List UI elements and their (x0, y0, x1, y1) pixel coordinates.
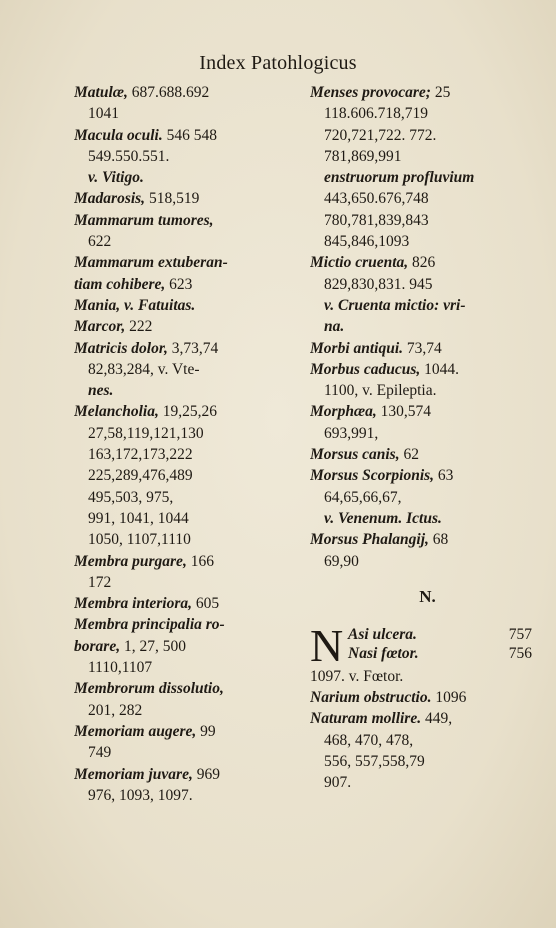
entry-pages: 166 (190, 552, 214, 570)
entry-pages: 449, (424, 710, 453, 728)
entry-term: Marcor, (74, 318, 126, 336)
index-entry (310, 252, 545, 273)
entry-pages: 605 (195, 595, 220, 613)
entry-term: Morsus Phalangij, (310, 531, 429, 549)
entry-term: Naturam mollire. (310, 710, 422, 728)
index-entry (310, 708, 545, 729)
index-entry (310, 423, 545, 444)
index-entry (310, 465, 545, 486)
entry-pages: 1044. (424, 360, 459, 378)
entry-pages: 976, 1093, 1097. (88, 786, 193, 804)
index-entry (74, 721, 299, 742)
entry-term: v. Vitigo. (88, 169, 144, 187)
entry-pages: 781,869,991 (324, 147, 402, 165)
entry-term: Mammarum tumores, (74, 211, 214, 229)
index-entry (310, 551, 545, 572)
entry-pages: 829,830,831. 945 (324, 275, 433, 293)
dropcap-entry (310, 619, 545, 671)
entry-term: Morphæa, (310, 403, 377, 421)
entry-term: Nasi fœtor. (348, 644, 419, 662)
entry-pages: 99 (200, 722, 216, 740)
entry-pages: 62 (403, 446, 419, 464)
entry-term: Matulæ, (74, 84, 128, 101)
index-entry (74, 529, 299, 550)
entry-pages: 780,781,839,843 (324, 211, 429, 229)
index-entry (74, 295, 299, 316)
index-entry (310, 210, 545, 231)
entry-pages: 19,25,26 (162, 403, 217, 421)
index-entry (74, 274, 299, 295)
index-entry (74, 764, 299, 785)
entry-term: Matricis dolor, (74, 339, 168, 357)
index-entry (74, 444, 299, 465)
entry-pages: 1100, v. Epileptia. (324, 382, 437, 400)
entry-pages: 623 (169, 275, 193, 293)
entry-term: Mammarum extuberan- (74, 254, 228, 272)
index-entry (310, 316, 545, 337)
entry-pages: 69,90 (324, 552, 359, 570)
entry-pages: 3,73,74 (171, 339, 219, 357)
section-heading-n: N. (419, 586, 436, 606)
n-entries (310, 666, 545, 794)
index-entry (310, 231, 545, 252)
entry-term: Morbus caducus, (310, 360, 421, 378)
entry-pages: 757 (508, 625, 532, 643)
index-entry (74, 636, 299, 657)
entry-pages: 687.688.692 (131, 84, 210, 101)
index-entry (310, 167, 545, 188)
entry-pages: 63 (437, 467, 454, 485)
index-entry (74, 508, 299, 529)
entry-term: Narium obstructio. (310, 689, 432, 707)
entry-term: Asi ulcera. (348, 625, 417, 643)
index-entry (74, 593, 299, 614)
entry-pages: 1096 (435, 689, 467, 707)
entry-pages: 73,74 (406, 339, 442, 357)
entry-term: Morsus canis, (310, 446, 400, 464)
entry-pages: 1110,1107 (88, 659, 153, 677)
entry-pages: 68 (432, 531, 449, 549)
entry-term: Macula oculi. (74, 126, 163, 144)
entry-term: borare, (74, 637, 121, 655)
entry-pages: 82,83,284, v. Vte- (88, 360, 200, 378)
entry-term: Morbi antiqui. (310, 339, 404, 357)
entry-term: v. Venenum. Ictus. (324, 509, 442, 527)
right-entries (310, 82, 545, 572)
index-entry (74, 700, 299, 721)
index-entry (74, 572, 299, 593)
entry-pages: 518,519 (148, 190, 200, 208)
entry-term: Madarosis, (74, 190, 146, 208)
entry-term: Mania, v. Fatuitas. (74, 296, 196, 314)
running-header: Index Patohlogicus (199, 52, 357, 74)
index-entry (74, 380, 299, 401)
entry-pages: 130,574 (380, 403, 432, 421)
entry-pages: 443,650.676,748 (324, 190, 429, 208)
entry-pages: 163,172,173,222 (88, 446, 193, 464)
index-entry (74, 146, 299, 167)
index-entry (74, 167, 299, 188)
entry-pages: enstruorum profluvium (324, 169, 475, 187)
index-entry (310, 401, 545, 422)
entry-term: Membra principalia ro- (74, 616, 225, 634)
index-entry (74, 316, 299, 337)
entry-pages: 25 (434, 84, 451, 101)
index-entry (74, 423, 299, 444)
index-entry (310, 295, 545, 316)
index-entry (348, 645, 538, 663)
index-entry (310, 188, 545, 209)
index-entry (310, 529, 545, 550)
index-entry (310, 274, 545, 295)
index-entry (310, 359, 545, 380)
index-entry (74, 231, 299, 252)
entry-pages: 693,991, (324, 424, 379, 442)
index-entry (74, 210, 299, 231)
entry-term: tiam cohibere, (74, 275, 166, 293)
entry-term: Mictio cruenta, (310, 254, 409, 272)
entry-term: Membra purgare, (74, 552, 187, 570)
index-entry (310, 508, 545, 529)
index-entry (74, 82, 299, 103)
index-entry (310, 125, 545, 146)
entry-pages: 991, 1041, 1044 (88, 509, 189, 527)
right-column (310, 82, 545, 794)
index-entry (74, 359, 299, 380)
entry-term: nes. (88, 382, 114, 400)
index-entry (74, 785, 299, 806)
entry-pages: 495,503, 975, (88, 488, 174, 506)
entry-pages: 622 (88, 233, 112, 251)
entry-pages: 1, 27, 500 (123, 637, 186, 655)
entry-pages: 172 (88, 573, 112, 591)
index-entry (74, 188, 299, 209)
entry-pages: 222 (129, 318, 153, 336)
index-entry (310, 380, 545, 401)
entry-pages: 556, 557,558,79 (324, 753, 425, 771)
index-entry (74, 338, 299, 359)
index-entry (74, 465, 299, 486)
index-entry (310, 666, 545, 687)
index-entry (310, 444, 545, 465)
index-entry (310, 338, 545, 359)
index-entry (74, 657, 299, 678)
entry-pages: 118.606.718,719 (324, 105, 429, 123)
entry-pages: 201, 282 (88, 701, 143, 719)
entry-pages: 1097. v. Fœtor. (310, 667, 404, 685)
index-entry (74, 614, 299, 635)
index-entry (310, 82, 545, 103)
entry-term: Morsus Scorpionis, (310, 467, 435, 485)
entry-term: Membra interiora, (74, 595, 192, 613)
index-entry (310, 146, 545, 167)
index-entry (310, 730, 545, 751)
entry-pages: 720,721,722. 772. (324, 126, 437, 144)
entry-pages: 826 (412, 254, 436, 272)
entry-term: Memoriam juvare, (74, 765, 193, 783)
entry-pages: 1050, 1107,1110 (88, 531, 191, 549)
index-entry (348, 626, 538, 644)
index-entry (310, 751, 545, 772)
entry-term: v. Cruenta mictio: vri- (324, 296, 466, 314)
index-entry (74, 103, 299, 124)
index-entry (74, 125, 299, 146)
entry-term: Melancholia, (74, 403, 159, 421)
entry-pages: 27,58,119,121,130 (88, 424, 204, 442)
entry-term: Menses provocare; (310, 84, 431, 101)
index-entry (74, 742, 299, 763)
index-entry (310, 487, 545, 508)
entry-term: Memoriam augere, (74, 722, 197, 740)
index-entry (310, 103, 545, 124)
index-entry (74, 252, 299, 273)
index-entry (74, 487, 299, 508)
entry-pages: 907. (324, 774, 352, 792)
entry-pages: 225,289,476,489 (88, 467, 193, 485)
index-entry (310, 687, 545, 708)
entry-pages: 1041 (88, 105, 119, 123)
index-entry (74, 678, 299, 699)
dropcap-letter: N (310, 619, 344, 671)
entry-pages: 64,65,66,67, (324, 488, 402, 506)
entry-term: Membrorum dissolutio, (74, 680, 224, 698)
entry-term: na. (324, 318, 345, 336)
index-entry (310, 772, 545, 793)
entry-pages: 549.550.551. (88, 147, 170, 165)
entry-pages: 969 (196, 765, 220, 783)
entry-pages: 756 (508, 644, 532, 662)
entry-pages: 845,846,1093 (324, 233, 410, 251)
entry-pages: 546 548 (166, 126, 217, 144)
entry-pages: 749 (88, 744, 112, 762)
entry-pages: 468, 470, 478, (324, 731, 414, 749)
index-entry (74, 401, 299, 422)
index-entry (74, 551, 299, 572)
left-column (74, 82, 299, 806)
